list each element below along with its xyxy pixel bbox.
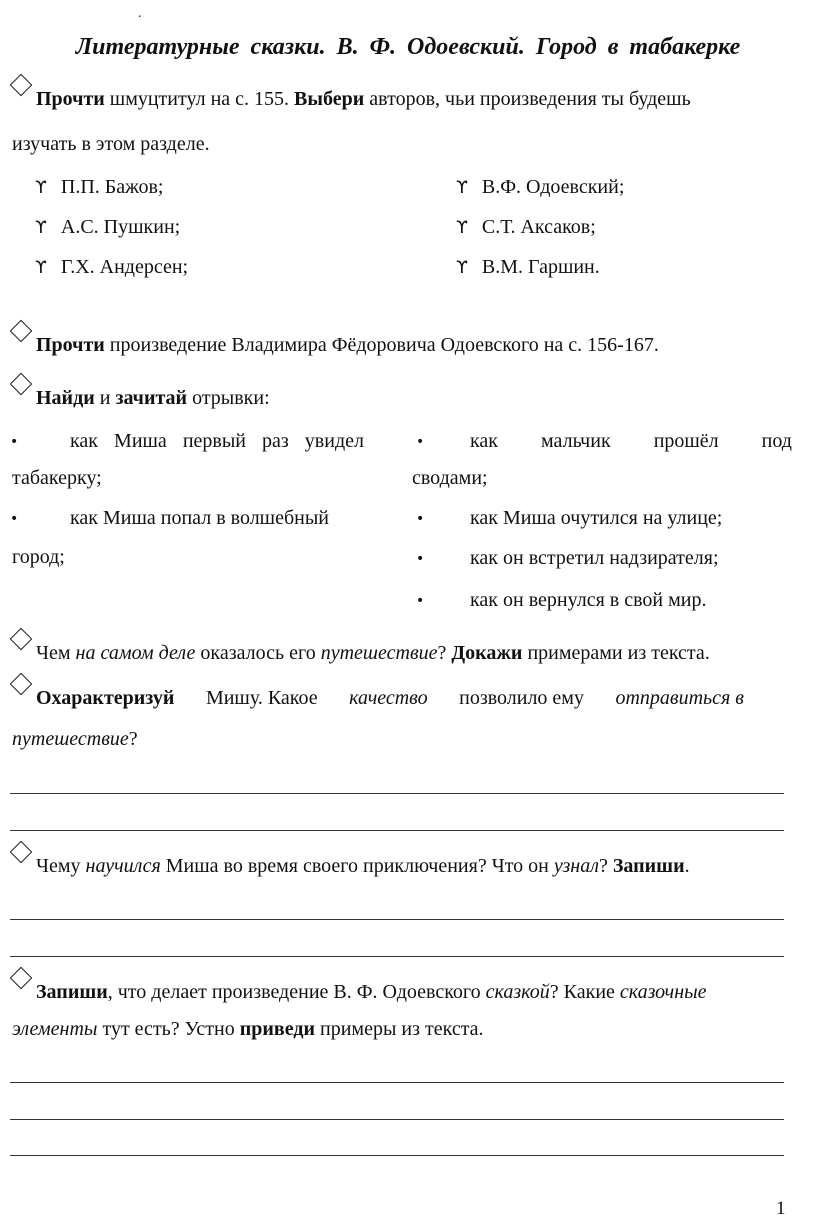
top-dot: . bbox=[138, 6, 142, 21]
task2-verb: Прочти bbox=[36, 334, 105, 356]
task5-verb: Охарактеризуй bbox=[36, 687, 175, 709]
task7-line1 bbox=[8, 981, 707, 1004]
answer-line[interactable] bbox=[10, 793, 784, 794]
author-label: В.М. Гаршин. bbox=[481, 256, 600, 278]
task7-text: , что делает произведение В. Ф. Одоевского bbox=[107, 981, 486, 1003]
diamond-icon bbox=[10, 967, 33, 990]
task5-lead bbox=[8, 687, 174, 710]
task2-line bbox=[8, 334, 659, 357]
task1-line2: изучать в этом разделе. bbox=[12, 133, 210, 155]
excerpt-word: как bbox=[70, 430, 99, 452]
upsilon-icon: ϒ bbox=[35, 178, 47, 198]
task5-italic: путешествие bbox=[12, 728, 129, 750]
task5-italic: качество bbox=[349, 687, 428, 709]
excerpt-word: раз bbox=[262, 430, 289, 452]
excerpt-right-1-line2: сводами; bbox=[412, 467, 488, 489]
excerpt-left-1-line2: табакерку; bbox=[12, 467, 102, 489]
answer-line[interactable] bbox=[10, 956, 784, 957]
excerpt-word: увидел bbox=[304, 430, 364, 452]
task4-text: Чем bbox=[36, 642, 76, 664]
task6-text: . bbox=[684, 855, 690, 877]
author-label: В.Ф. Одоевский; bbox=[481, 176, 625, 198]
task1-verb1: Прочти bbox=[36, 88, 105, 110]
task7-italic: сказкой bbox=[485, 981, 550, 1003]
excerpt-word: первый bbox=[182, 430, 246, 452]
task5-text: Мишу. Какое bbox=[205, 687, 318, 709]
task7-italic: сказочные bbox=[619, 981, 707, 1003]
page-number: 1 bbox=[776, 1198, 786, 1219]
task7-line2 bbox=[12, 1018, 484, 1041]
task6-italic: научился bbox=[85, 855, 161, 877]
answer-line[interactable] bbox=[10, 1119, 784, 1120]
author-item bbox=[35, 216, 180, 239]
author-label: П.П. Бажов; bbox=[60, 176, 164, 198]
author-label: Г.Х. Андерсен; bbox=[60, 256, 189, 278]
answer-line[interactable] bbox=[10, 830, 784, 831]
bullet-icon: • bbox=[416, 434, 425, 450]
upsilon-icon: ϒ bbox=[35, 258, 47, 278]
task7-verb: Запиши bbox=[36, 981, 108, 1003]
diamond-icon bbox=[10, 841, 33, 864]
bullet-icon: • bbox=[10, 434, 19, 450]
task5-text: позволило ему bbox=[459, 687, 584, 709]
upsilon-icon: ϒ bbox=[35, 218, 47, 238]
author-item bbox=[35, 256, 188, 279]
excerpt-word: Миша bbox=[114, 430, 167, 452]
task7-verb2: приведи bbox=[239, 1018, 315, 1040]
excerpt-right-2: как Миша очутился на улице; bbox=[470, 507, 723, 529]
task1-line1 bbox=[8, 88, 691, 111]
diamond-icon bbox=[10, 74, 33, 97]
upsilon-icon: ϒ bbox=[456, 258, 468, 278]
task1-verb2: Выбери bbox=[294, 88, 365, 110]
excerpt-left-1-line1 bbox=[70, 430, 364, 453]
author-item bbox=[456, 216, 596, 239]
task5-line1 bbox=[8, 687, 744, 710]
task4-verb: Докажи bbox=[451, 642, 523, 664]
author-item bbox=[456, 256, 600, 279]
task5-line2 bbox=[12, 728, 138, 751]
task1-text2: авторов, чьи произведения ты будешь bbox=[364, 88, 691, 110]
task4-italic: путешествие bbox=[320, 642, 438, 664]
task6-text: Миша во время своего приключения? Что он bbox=[160, 855, 554, 877]
author-label: А.С. Пушкин; bbox=[60, 216, 181, 238]
task7-text: ? Какие bbox=[549, 981, 620, 1003]
task4-line bbox=[8, 642, 710, 665]
task5-text: ? bbox=[128, 728, 138, 750]
author-item bbox=[35, 176, 163, 199]
task4-text: оказалось его bbox=[195, 642, 321, 664]
diamond-icon bbox=[10, 320, 33, 343]
task6-italic: узнал bbox=[553, 855, 599, 877]
upsilon-icon: ϒ bbox=[456, 178, 468, 198]
answer-line[interactable] bbox=[10, 1082, 784, 1083]
diamond-icon bbox=[10, 373, 33, 396]
task3-line bbox=[8, 387, 270, 410]
task3-mid: и bbox=[94, 387, 116, 409]
excerpt-word: мальчик bbox=[541, 430, 611, 452]
author-item bbox=[456, 176, 624, 199]
excerpt-left-2-line2: город; bbox=[12, 546, 65, 568]
task2-text: произведение Владимира Фёдоровича Одоевского на с. 156-167. bbox=[104, 334, 659, 356]
task4-text: ? bbox=[437, 642, 452, 664]
excerpt-word: прошёл bbox=[653, 430, 719, 452]
excerpt-left-2-line1: как Миша попал в волшебный bbox=[70, 507, 329, 529]
task7-italic: элементы bbox=[12, 1018, 98, 1040]
task6-text: Чему bbox=[36, 855, 86, 877]
task7-text: тут есть? Устно bbox=[97, 1018, 240, 1040]
excerpt-right-1-line1 bbox=[470, 430, 792, 453]
bullet-icon: • bbox=[416, 511, 425, 527]
excerpt-right-4: как он вернулся в свой мир. bbox=[470, 589, 707, 611]
excerpt-word: под bbox=[761, 430, 792, 452]
author-label: С.Т. Аксаков; bbox=[481, 216, 596, 238]
task7-text: примеры из текста. bbox=[315, 1018, 484, 1040]
task5-italic: отправиться в bbox=[615, 687, 744, 709]
diamond-icon bbox=[10, 673, 33, 696]
bullet-icon: • bbox=[10, 511, 19, 527]
task6-text: ? bbox=[598, 855, 613, 877]
excerpt-right-3: как он встретил надзирателя; bbox=[470, 547, 719, 569]
task4-text: примерами из текста. bbox=[522, 642, 710, 664]
task3-text: отрывки: bbox=[187, 387, 270, 409]
task1-text1: шмуцтитул на с. 155. bbox=[104, 88, 295, 110]
task3-verb2: зачитай bbox=[115, 387, 188, 409]
task6-verb: Запиши bbox=[612, 855, 685, 877]
page-title: Литературные сказки. В. Ф. Одоевский. Город в табакерке bbox=[75, 34, 741, 60]
task4-italic: на самом деле bbox=[75, 642, 196, 664]
answer-line[interactable] bbox=[10, 1155, 784, 1156]
task3-verb1: Найди bbox=[36, 387, 95, 409]
answer-line[interactable] bbox=[10, 919, 784, 920]
bullet-icon: • bbox=[416, 551, 425, 567]
diamond-icon bbox=[10, 628, 33, 651]
bullet-icon: • bbox=[416, 593, 425, 609]
excerpt-word: как bbox=[470, 430, 499, 452]
upsilon-icon: ϒ bbox=[456, 218, 468, 238]
task6-line bbox=[8, 855, 690, 878]
